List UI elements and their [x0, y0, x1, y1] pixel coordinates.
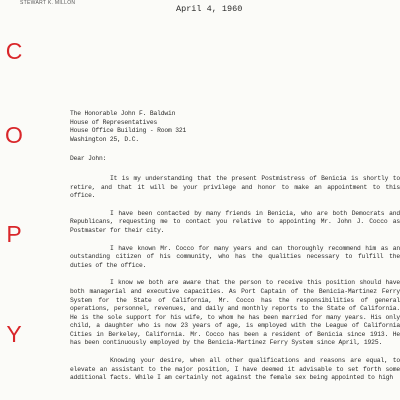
address-line: House Office Building - Room 321 [70, 127, 187, 135]
copy-stamp-letter: O [5, 122, 23, 148]
address-line: House of Representatives [70, 118, 158, 126]
recipient-address [70, 110, 400, 144]
letter-date: April 4, 1960 [176, 4, 243, 14]
copy-stamp-letter: P [6, 221, 22, 247]
address-line: The Honorable John F. Baldwin [70, 110, 176, 117]
paragraph: It is my understanding that the present Postmistress of Benicia is shortly to retire, and that it will be your privilege and honor to make an appointment to this office. [70, 174, 400, 200]
paragraph: I know we both are aware that the person to receive this position should have both managerial and executive capacities. As Port Captain of the Benicia-Martinez Ferry System for the State of California, Mr. Cocco has the responsibilities of general operations, personnel, revenues, and daily and monthly reports to the State of California. He is the sole support for his wife, to whom he has been married for many years. His only child, a daughter who is now 23 years of age, is employed with the League of California Cities in Berkeley, California. Mr. Cocco has been a resident of Benicia since 1913. He has been continuously employed by the Benicia-Martinez Ferry System since April, 1925. [70, 279, 400, 347]
paragraph: I have been contacted by many friends in Benicia, who are both Democrats and Republicans, requesting me to contact you relative to appointing Mr. John J. Cocco as Postmaster for their city. [70, 209, 400, 234]
copy-stamp-letter: Y [6, 321, 22, 347]
salutation: Dear John: [70, 155, 107, 163]
paragraph: I have known Mr. Cocco for many years and can thoroughly recommend him as an outstanding citizen of his community, who has the qualities necessary to fulfill the duties of the office. [70, 244, 400, 269]
letter-body [70, 110, 400, 383]
address-line: Washington 25, D.C. [70, 135, 139, 143]
letterhead-sender-name: STEWART K. MILLON [20, 0, 76, 6]
copy-stamp-letter: C [5, 38, 23, 64]
paragraph: Knowing your desire, when all other qualifications and reasons are equal, to elevate an assistant to the major position, I have deemed it advisable to set forth some additional facts. While I am certainly not against the female sex being appointed to high [70, 357, 400, 382]
